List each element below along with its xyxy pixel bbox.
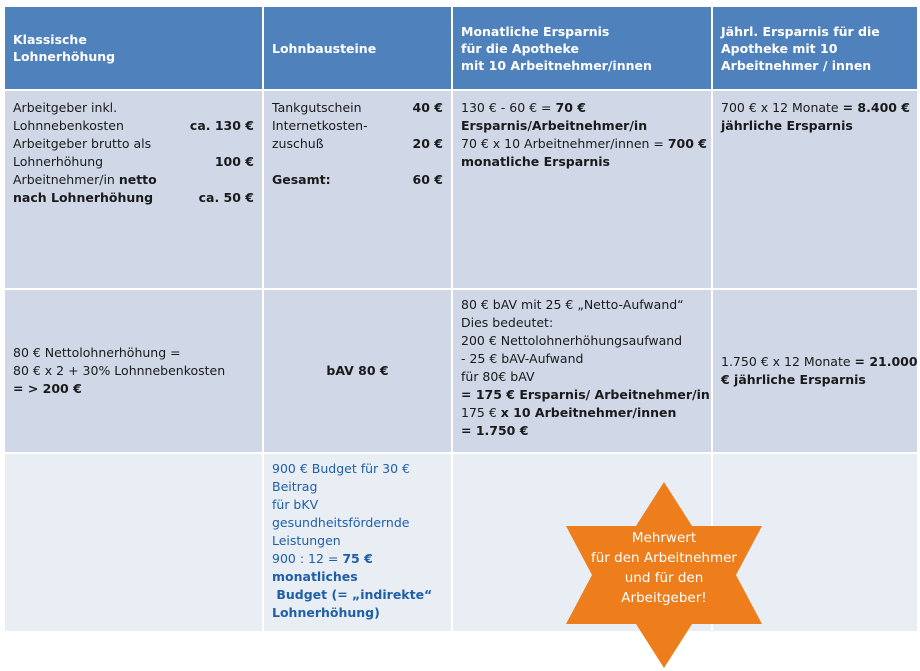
row2-col2-bav-label: bAV 80 € (326, 363, 389, 378)
row2-col3-line5: für 80€ bAV (461, 369, 535, 384)
row1-col2 (264, 91, 451, 288)
badge-line4: Arbeitgeber! (621, 590, 707, 606)
row2-col3-line7-bold: x 10 Arbeitnehmer/innen (500, 405, 677, 420)
row3-col2-line5: Leistungen (272, 533, 341, 548)
row1-col1-line5-label: Arbeitnehmer/in (13, 172, 119, 187)
header-col-classic (5, 7, 262, 89)
badge-line2: für den Arbeitnehmer (590, 550, 737, 566)
row1-col2-item2-label-b: zuschuß (272, 136, 324, 151)
row3-col2-line8-bold: Budget (= „indirekte“ (272, 587, 433, 602)
header-col1-text: Klassische Lohnerhöhung (13, 32, 116, 64)
header-col-components (264, 7, 451, 89)
header-col-monthly (453, 7, 711, 89)
row1-col4 (713, 91, 917, 288)
row1-col1-line6-label: nach Lohnerhöhung (13, 190, 154, 205)
row1-col1-line4-value: 100 € (214, 154, 254, 169)
header-col3-line2: für die Apotheke (461, 40, 579, 56)
row1-col3 (453, 91, 711, 288)
row1-col3-b-bold: Ersparnis/Arbeitnehmer/in (461, 118, 648, 133)
row1-col2-item1-value: 40 € (412, 100, 443, 115)
row1-col3-d-bold: monatliche Ersparnis (461, 154, 610, 169)
row2-col3-line6-bold: = 175 € Ersparnis/ Arbeitnehmer/in (461, 387, 710, 402)
row1-col2-total-label: Gesamt: (272, 172, 331, 187)
header-col4-line2: Apotheke mit 10 (721, 40, 838, 56)
row3-col1 (5, 454, 262, 631)
badge-line3: und für den (624, 570, 704, 586)
header-col3-line3: mit 10 Arbeitnehmer/innen (461, 57, 652, 73)
row1-col2-item2-label-a: Internetkosten- (272, 118, 368, 133)
row3-col2-line9-bold: Lohnerhöhung) (272, 605, 380, 620)
star-badge-text (548, 528, 780, 608)
header-col2-text: Lohnbausteine (272, 40, 377, 56)
row2-col3-line7: 175 € (461, 405, 501, 420)
row1-col3-c-bold: 700 € (667, 136, 708, 151)
row1-col3-a-bold: 70 € (555, 100, 586, 115)
header-col4-line1: Jährl. Ersparnis für die (721, 23, 880, 39)
row3-col2-line7-bold: monatliches (272, 569, 358, 584)
row1-col1-line5-bold: netto (118, 172, 157, 187)
row1-col2-total-value: 60 € (412, 172, 443, 187)
row2-col4-a-bold: = 21.000 (854, 354, 918, 369)
header-col4-line3: Arbeitnehmer / innen (721, 57, 872, 73)
row1-col3-c: 70 € x 10 Arbeitnehmer/innen = (461, 136, 668, 151)
row1-col1 (5, 91, 262, 288)
row2-col3-line3: 200 € Nettolohnerhöhungsaufwand (461, 333, 683, 348)
row1-col2-item1-label: Tankgutschein (272, 100, 362, 115)
row3-col2-line3: für bKV (272, 497, 319, 512)
row2-col3-line8-bold: = 1.750 € (461, 423, 529, 438)
row1-col1-line2-label: Lohnnebenkosten (13, 118, 124, 133)
row1-col4-a-bold: = 8.400 € (842, 100, 911, 115)
row3-col2 (264, 454, 451, 631)
row2-col3-line1: 80 € bAV mit 25 € „Netto-Aufwand“ (461, 297, 684, 312)
row2-col4-a: 1.750 € x 12 Monate (721, 354, 855, 369)
row3-col2-line4: gesundheitsfördernde (272, 515, 410, 530)
row2-col1-line2: 80 € x 2 + 30% Lohnnebenkosten (13, 363, 226, 378)
row2-col1-line1: 80 € Nettolohnerhöhung = (13, 345, 181, 360)
row2-col4-b-bold: € jährliche Ersparnis (721, 372, 866, 387)
row3-col2-line2: Beitrag (272, 479, 318, 494)
row1-col1-line6-value: ca. 50 € (198, 190, 254, 205)
header-col-yearly (713, 7, 917, 89)
row2-col2 (264, 290, 451, 452)
row2-col1 (5, 290, 262, 452)
row2-col3-line4: - 25 € bAV-Aufwand (461, 351, 584, 366)
row3-col2-line1: 900 € Budget für 30 € (272, 461, 410, 476)
row1-col4-b-bold: jährliche Ersparnis (721, 118, 853, 133)
badge-line1: Mehrwert (631, 530, 697, 546)
row3-col2-line6-bold: 75 € (342, 551, 373, 566)
row2-col4 (713, 290, 917, 452)
header-col3-line1: Monatliche Ersparnis (461, 23, 610, 39)
row1-col1-line3: Arbeitgeber brutto als (13, 136, 152, 151)
row1-col4-a: 700 € x 12 Monate (721, 100, 843, 115)
row2-col3 (453, 290, 711, 452)
row1-col1-line4-label: Lohnerhöhung (13, 154, 104, 169)
row1-col3-a: 130 € - 60 € = (461, 100, 556, 115)
row1-col1-line1: Arbeitgeber inkl. (13, 100, 118, 115)
row1-col2-item2-value: 20 € (412, 136, 443, 151)
row2-col3-line2: Dies bedeutet: (461, 315, 554, 330)
row2-col1-line3-bold: = > 200 € (13, 381, 82, 396)
row1-col1-line2-value: ca. 130 € (189, 118, 254, 133)
row3-col2-line6: 900 : 12 = (272, 551, 343, 566)
